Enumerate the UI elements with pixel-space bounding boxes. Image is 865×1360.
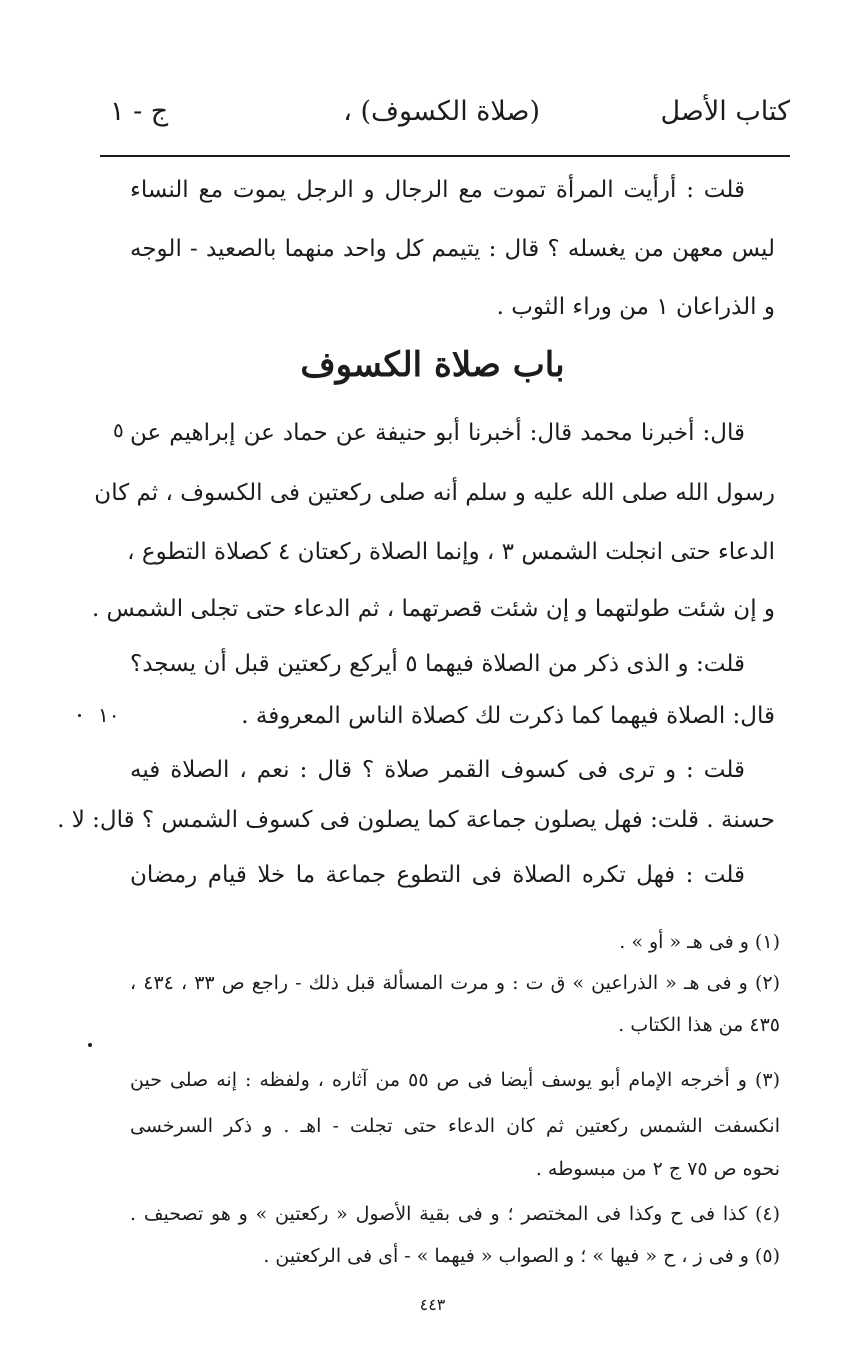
intro-line: ليس معهن من يغسله ؟ قال : يتيمم كل واحد منهما بالصعيد - الوجه (130, 236, 775, 262)
body-line: قال: أخبرنا محمد قال: أخبرنا أبو حنيفة عن حماد عن إبراهيم عن (130, 420, 745, 446)
section-title: باب صلاة الكسوف (300, 345, 565, 385)
body-line: رسول الله صلى الله عليه و سلم أنه صلى ركعتين فى الكسوف ، ثم كان (94, 480, 775, 506)
footnote-line: (٣) و أخرجه الإمام أبو يوسف أيضا فى ص ٥٥ من آثاره ، ولفظه : إنه صلى حين (130, 1069, 780, 1091)
body-line: قال: الصلاة فيهما كما ذكرت لك كصلاة الناس المعروفة . (241, 703, 775, 729)
scan-speck (78, 714, 81, 717)
footnote-line: (٢) و فى هـ « الذراعين » ق ت : و مرت المسألة قبل ذلك - راجع ص ٣٣ ، ٤٣٤ ، (130, 972, 780, 994)
header-volume: ج - ١ (110, 96, 169, 127)
footnote-line: انكسفت الشمس ركعتين ثم كان الدعاء حتى تجلت - اهـ . و ذكر السرخسى (130, 1115, 780, 1137)
footnote-line: (١) و فى هـ « أو » . (619, 931, 780, 953)
header-chapter-title: (صلاة الكسوف) ، (343, 96, 540, 127)
body-line: و إن شئت طولتهما و إن شئت قصرتهما ، ثم الدعاء حتى تجلى الشمس . (91, 596, 775, 622)
scan-speck (88, 1043, 92, 1047)
footnote-line: (٤) كذا فى ح وكذا فى المختصر ؛ و فى بقية الأصول « ركعتين » و هو تصحيف . (130, 1203, 781, 1225)
footnote-line: (٥) و فى ز ، ح « فيها » ؛ و الصواب « فيهما » - أى فى الركعتين . (263, 1245, 780, 1267)
body-line: قلت : فهل تكره الصلاة فى التطوع جماعة ما خلا قيام رمضان (130, 862, 745, 888)
footnote-line: ٤٣٥ من هذا الكتاب . (618, 1014, 780, 1036)
footnote-line: نحوه ص ٧٥ ج ٢ من مبسوطه . (535, 1158, 780, 1180)
intro-line: و الذراعان ١ من وراء الثوب . (496, 294, 775, 320)
header-rule (100, 155, 790, 157)
intro-line: قلت : أرأيت المرأة تموت مع الرجال و الرجل يموت مع النساء (130, 177, 745, 203)
body-line: قلت: و الذى ذكر من الصلاة فيهما ٥ أيركع ركعتين قبل أن يسجد؟ (130, 651, 746, 677)
page-number: ٤٤٣ (419, 1295, 446, 1314)
margin-line-number-10: ١٠ (98, 703, 120, 727)
body-line: حسنة . قلت: فهل يصلون جماعة كما يصلون فى كسوف الشمس ؟ قال: لا . (57, 807, 775, 833)
body-line: الدعاء حتى انجلت الشمس ٣ ، وإنما الصلاة ركعتان ٤ كصلاة التطوع ، (127, 539, 775, 565)
header-book-title: كتاب الأصل (660, 96, 790, 127)
body-line: قلت : و ترى فى كسوف القمر صلاة ؟ قال : نعم ، الصلاة فيه (130, 757, 745, 783)
running-header (100, 96, 790, 146)
margin-line-number-5: ٥ (113, 418, 124, 442)
